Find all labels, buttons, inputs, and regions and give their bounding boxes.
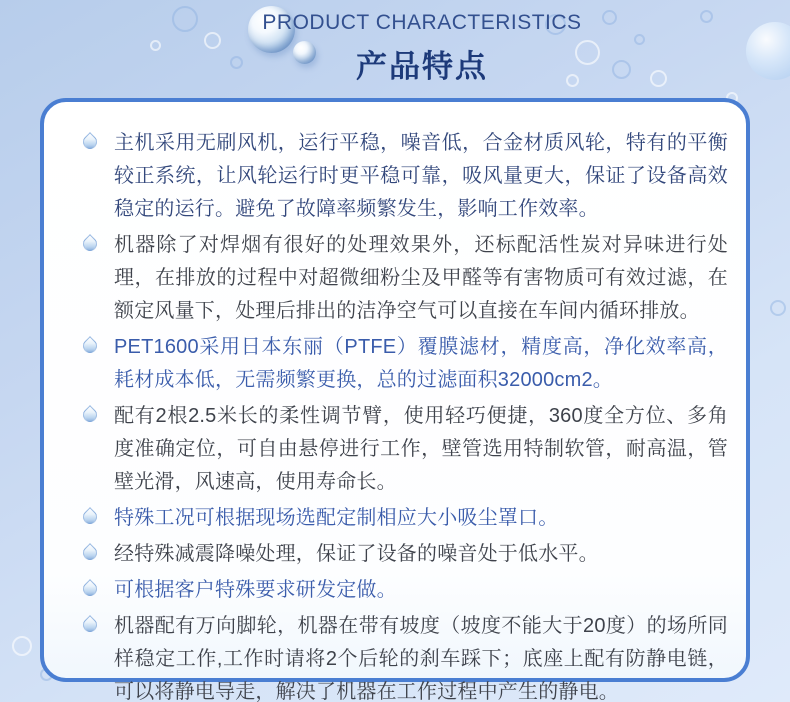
header-text-block bbox=[0, 11, 790, 86]
bubble-decoration bbox=[12, 636, 32, 656]
water-drop-icon bbox=[80, 234, 100, 254]
feature-item bbox=[80, 229, 728, 328]
feature-text: 主机采用无刷风机，运行平稳，噪音低，合金材质风轮，特有的平衡较正系统，让风轮运行时更平稳可靠，吸风量更大，保证了设备高效稳定的运行。避免了故障率频繁发生，影响工作效率。 bbox=[114, 132, 728, 220]
feature-item bbox=[80, 331, 728, 397]
feature-text: 特殊工况可根据现场选配定制相应大小吸尘罩口。 bbox=[114, 507, 559, 529]
feature-item bbox=[80, 400, 728, 499]
feature-item bbox=[80, 574, 728, 607]
feature-text: 机器配有万向脚轮，机器在带有坡度（坡度不能大于20度）的场所同样稳定工作,工作时请将2个后轮的刹车踩下；底座上配有防静电链，可以将静电导走，解决了机器在工作过程中产生的静电。 bbox=[114, 615, 728, 702]
feature-text: PET1600采用日本东丽（PTFE）覆膜滤材，精度高，净化效率高，耗材成本低，无需频繁更换，总的过滤面积32000cm2。 bbox=[114, 336, 728, 391]
feature-text: 可根据客户特殊要求研发定做。 bbox=[114, 579, 397, 601]
water-drop-icon bbox=[80, 579, 100, 599]
bubble-decoration bbox=[770, 300, 786, 316]
features-list bbox=[44, 102, 746, 702]
features-panel bbox=[40, 98, 750, 702]
page-title: 产品特点 bbox=[356, 49, 488, 84]
feature-item bbox=[80, 502, 728, 535]
water-drop-icon bbox=[80, 405, 100, 425]
water-drop-icon bbox=[80, 543, 100, 563]
subtitle-english: PRODUCT CHARACTERISTICS bbox=[262, 11, 582, 34]
water-drop-icon bbox=[80, 507, 100, 527]
feature-text: 经特殊减震降噪处理，保证了设备的噪音处于低水平。 bbox=[114, 543, 599, 565]
feature-item bbox=[80, 127, 728, 226]
feature-text: 配有2根2.5米长的柔性调节臂，使用轻巧便捷，360度全方位、多角度准确定位，可自由悬停进行工作，壁管选用特制软管，耐高温，管壁光滑，风速高，使用寿命长。 bbox=[114, 405, 728, 493]
feature-item bbox=[80, 610, 728, 702]
feature-item bbox=[80, 538, 728, 571]
water-drop-icon bbox=[80, 615, 100, 635]
page-header bbox=[0, 0, 790, 98]
water-drop-icon bbox=[80, 132, 100, 152]
feature-text: 机器除了对焊烟有很好的处理效果外，还标配活性炭对异味进行处理，在排放的过程中对超微细粉尘及甲醛等有害物质可有效过滤，在额定风量下，处理后排出的洁净空气可以直接在车间内循环排放。 bbox=[114, 234, 728, 322]
water-drop-icon bbox=[80, 336, 100, 356]
